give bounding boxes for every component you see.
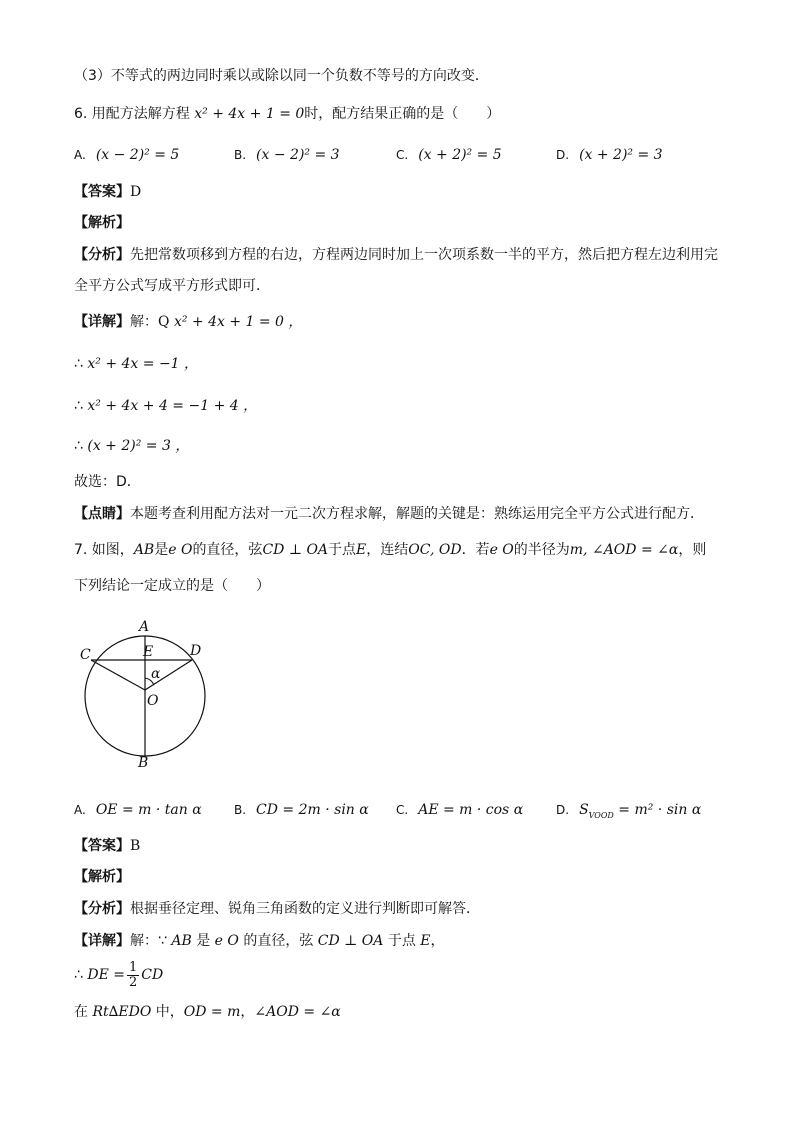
q7-choice-d-sub: VOOD [588, 810, 614, 820]
q7-detail-circle: e O [214, 933, 239, 949]
q6-step-3: x² + 4x + 4 = −1 + 4 ， [87, 398, 258, 414]
q7-last-line [74, 1002, 341, 1022]
q6-detail-line [74, 312, 302, 332]
rule-3-text: （3）不等式的两边同时乘以或除以同一个负数不等号的方向改变． [74, 68, 489, 84]
q7-stem-part: 是 [154, 542, 169, 558]
q7-choice-a-label: A. [74, 803, 86, 817]
q7-detail-e: E [420, 933, 431, 949]
q6-choice-d-label: D. [556, 148, 570, 162]
q6-choice-a-label: A. [74, 148, 86, 162]
q7-answer [74, 836, 140, 856]
q7-choice-c-label: C. [396, 803, 409, 817]
q7-stem-part: ，则 [678, 542, 707, 558]
q6-comment-text: 本题考查利用配方法对一元二次方程求解，解题的关键是：熟练运用完全平方公式进行配方． [130, 506, 704, 522]
q6-choice-b-label: B. [234, 148, 247, 162]
q6-answer-tag: 【答案】 [74, 184, 130, 200]
q6-fenxi-line1 [74, 245, 718, 265]
q7-choice-c [396, 800, 523, 820]
q7-detail [74, 931, 445, 951]
q7-stem-part: ．若 [461, 542, 490, 558]
label-d: D [190, 643, 202, 659]
q6-choice-a-expr: (x − 2)² = 5 [95, 147, 180, 163]
q7-stem-part: 的半径为 [513, 542, 570, 558]
q7-last-part: 中， [151, 1004, 184, 1020]
q6-choice-b [234, 145, 340, 165]
q7-stem-circle: e O [168, 542, 193, 558]
q7-de-left: DE = [87, 967, 125, 983]
q7-detail-part: 是 [191, 933, 215, 949]
q6-stem-prefix: 6. 用配方法解方程 [74, 106, 195, 122]
q6-step-3-line [74, 396, 257, 416]
q7-stem-part: ，连结 [366, 542, 409, 558]
q7-fenxi-tag: 【分析】 [74, 901, 130, 917]
q7-choice-a [74, 800, 202, 820]
q7-choice-d [556, 800, 701, 826]
q7-fenxi-text: 根据垂径定理、锐角三角函数的定义进行判断即可解答． [130, 901, 480, 917]
q7-choice-d-label: D. [556, 803, 570, 817]
q6-fenxi-tag: 【分析】 [74, 247, 130, 263]
q7-choice-d-s: S [579, 802, 589, 818]
q7-last-part: ， [240, 1004, 255, 1020]
q6-step-1: x² + 4x + 1 = 0 ， [173, 314, 303, 330]
q7-detail-perp: CD ⊥ OA [317, 933, 384, 949]
q6-choice-c [396, 145, 502, 165]
q7-fenxi [74, 899, 480, 919]
q7-last-triangle: Rt∆EDO [92, 1004, 152, 1020]
q7-detail-ab: AB [171, 933, 192, 949]
frac-numerator: 1 [129, 959, 138, 975]
segment-oc [91, 660, 145, 690]
q7-stem-line2: 下列结论一定成立的是（ ） [74, 578, 270, 594]
q7-de-line [74, 960, 163, 990]
q6-analysis-tag: 【解析】 [74, 215, 130, 231]
q7-choice-b-expr: CD = 2m · sin α [256, 802, 369, 818]
q7-de-right: CD [141, 967, 164, 983]
q6-choice-b-expr: (x − 2)² = 3 [256, 147, 340, 163]
q7-detail-part: 解：∵ [130, 933, 172, 949]
q7-stem-circle: e O [489, 542, 514, 558]
q7-answer-value: B [130, 838, 141, 854]
q6-choice-d [556, 145, 663, 165]
q6-step-4: (x + 2)² = 3 ， [87, 438, 190, 454]
q7-choice-b-label: B. [234, 803, 247, 817]
q7-stem-ab: AB [133, 542, 155, 558]
q7-stem-part: 于点 [328, 542, 357, 558]
q6-comment-tag: 【点睛】 [74, 506, 130, 522]
q7-last-angle: ∠AOD = ∠α [254, 1004, 341, 1020]
q7-stem-radius-angle: m, ∠AOD = ∠α [569, 542, 679, 558]
q7-detail-tag: 【详解】 [74, 933, 130, 949]
q7-choice-a-expr: OE = m · tan α [95, 802, 202, 818]
q6-detail-q: Q [158, 314, 174, 330]
q6-detail-prefix: 解： [130, 314, 158, 330]
therefore-symbol: ∴ [74, 438, 83, 454]
q6-step-2: x² + 4x = −1 ， [87, 356, 199, 372]
therefore-symbol: ∴ [74, 967, 83, 983]
q7-half-fraction [127, 961, 139, 990]
q7-stem-line1 [74, 540, 706, 560]
q7-stem-e: E [356, 542, 367, 558]
label-o: O [147, 693, 159, 709]
q7-stem-part: 7. 如图， [74, 542, 134, 558]
label-b: B [138, 755, 149, 771]
q7-stem-part: 的直径，弦 [192, 542, 263, 558]
q6-stem [74, 104, 500, 124]
q7-choice-c-expr: AE = m · cos α [418, 802, 524, 818]
q7-detail-part: ， [430, 933, 445, 949]
therefore-symbol: ∴ [74, 356, 83, 372]
q6-step-2-line [74, 354, 198, 374]
q6-choose: 故选：D． [74, 474, 141, 490]
q6-comment [74, 504, 704, 524]
q6-detail-tag: 【详解】 [74, 314, 130, 330]
label-c: C [80, 647, 91, 663]
q6-equation: x² + 4x + 1 = 0 [194, 106, 305, 122]
q7-analysis-tag: 【解析】 [74, 869, 130, 885]
label-alpha: α [151, 666, 161, 682]
q6-choice-c-label: C. [396, 148, 409, 162]
q6-choice-c-expr: (x + 2)² = 5 [418, 147, 502, 163]
q6-stem-suffix: 时，配方结果正确的是（ ） [304, 106, 501, 122]
q7-choice-d-rest: = m² · sin α [613, 802, 702, 818]
q6-answer-value: D [130, 184, 142, 200]
q7-detail-part: 的直径，弦 [238, 933, 318, 949]
q7-last-od: OD = m [183, 1004, 241, 1020]
therefore-symbol: ∴ [74, 398, 83, 414]
q6-fenxi-text1: 先把常数项移到方程的右边，方程两边同时加上一次项系数一半的平方，然后把方程左边利用完 [130, 247, 718, 263]
q6-choice-d-expr: (x + 2)² = 3 [579, 147, 663, 163]
q7-stem-perp: CD ⊥ OA [262, 542, 329, 558]
label-a: A [139, 619, 150, 635]
q6-fenxi-line2: 全平方公式写成平方形式即可． [74, 278, 270, 294]
label-e: E [143, 644, 154, 660]
q7-choice-b [234, 800, 369, 820]
q6-step-4-line [74, 436, 189, 456]
q6-choice-a [74, 145, 179, 165]
frac-denominator: 2 [129, 974, 138, 990]
q7-answer-tag: 【答案】 [74, 838, 130, 854]
q7-circle-figure [70, 612, 220, 772]
q7-stem-ocod: OC, OD [408, 542, 462, 558]
q6-answer [74, 182, 141, 202]
q7-last-part: 在 [74, 1004, 93, 1020]
q7-detail-part: 于点 [383, 933, 421, 949]
